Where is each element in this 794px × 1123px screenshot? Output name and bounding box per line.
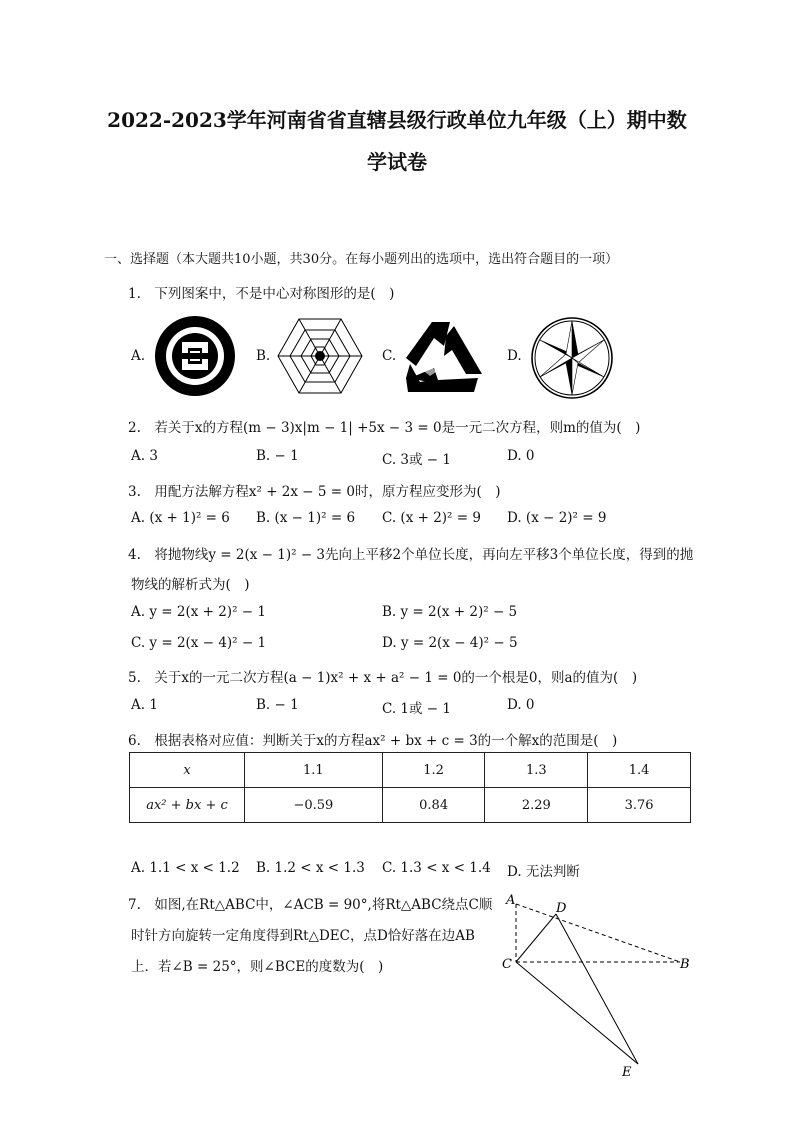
table-cell: x: [130, 753, 245, 788]
q4-option-d: D. y = 2(x − 4)² − 5: [382, 635, 518, 651]
table-cell: 1.1: [245, 753, 383, 788]
point-b-label: B: [680, 957, 690, 972]
table-cell: 1.2: [382, 753, 485, 788]
q1-option-b-label: B.: [256, 348, 271, 364]
point-e-label: E: [622, 1065, 632, 1080]
section-heading: 一、选择题（本大题共10小题，共30分。在每小题列出的选项中，选出符合题目的一项）: [104, 252, 619, 267]
q3-option-c: C. (x + 2)² = 9: [382, 510, 481, 526]
values-table: [129, 752, 691, 823]
point-d-label: D: [556, 901, 567, 916]
q2-option-d: D. 0: [507, 448, 535, 464]
table-row: [130, 753, 691, 788]
question-7-stem: 7. 如图,在Rt△ABC中，∠ACB = 90°,将Rt△ABC绕点C顺: [128, 897, 493, 913]
table-cell: ax² + bx + c: [130, 788, 245, 823]
question-5-stem: 5. 关于x的一元二次方程(a − 1)x² + x + a² − 1 = 0的一个根是0，则a的值为( ): [128, 670, 638, 686]
q3-option-d: D. (x − 2)² = 9: [507, 510, 607, 526]
question-1-stem: 1. 下列图案中，不是中心对称图形的是( ): [128, 286, 395, 302]
q4-option-a: A. y = 2(x + 2)² − 1: [131, 604, 266, 620]
question-4-stem: 4. 将抛物线y = 2(x − 1)² − 3先向上平移2个单位长度，再向左平移3个单位长度，得到的抛: [128, 547, 694, 563]
spider-web-hexagon-icon: [276, 316, 364, 396]
question-2-stem: 2. 若关于x的方程(m − 3)x|m − 1| +5x − 3 = 0是一元二次方程，则m的值为( ): [128, 420, 641, 436]
six-point-star-icon: [530, 316, 614, 400]
q6-option-c: C. 1.3 < x < 1.4: [382, 860, 491, 876]
table-cell: −0.59: [245, 788, 383, 823]
q2-option-a: A. 3: [131, 448, 158, 464]
q5-option-c: C. 1或 − 1: [382, 701, 452, 717]
q1-option-a-label: A.: [131, 348, 146, 364]
rotation-triangle-diagram: [500, 890, 700, 1080]
page-title-line2: 学试卷: [367, 150, 427, 174]
question-7-stem-cont2: 上．若∠B = 25°，则∠BCE的度数为( ): [131, 959, 384, 975]
table-cell: 3.76: [588, 788, 691, 823]
question-6-stem: 6. 根据表格对应值：判断关于x的方程ax² + bx + c = 3的一个解x的范围是( ): [128, 733, 618, 749]
q3-option-b: B. (x − 1)² = 6: [256, 510, 356, 526]
q6-option-a: A. 1.1 < x < 1.2: [131, 860, 240, 876]
question-3-stem: 3. 用配方法解方程x² + 2x − 5 = 0时，原方程应变形为( ): [128, 484, 501, 500]
page-title-line1: 2022-2023学年河南省省直辖县级行政单位九年级（上）期中数: [107, 108, 687, 132]
bank-logo-icon: [150, 314, 240, 398]
q4-option-b: B. y = 2(x + 2)² − 5: [382, 604, 518, 620]
table-cell: 2.29: [485, 788, 588, 823]
table-cell: 1.3: [485, 753, 588, 788]
q1-option-d-label: D.: [507, 348, 522, 364]
table-cell: 1.4: [588, 753, 691, 788]
recycle-triangle-icon: [404, 320, 484, 394]
q6-option-d: D. 无法判断: [507, 864, 580, 880]
q4-option-c: C. y = 2(x − 4)² − 1: [131, 635, 267, 651]
q6-option-b: B. 1.2 < x < 1.3: [256, 860, 365, 876]
q5-option-a: A. 1: [131, 697, 158, 713]
question-4-stem-cont: 物线的解析式为( ): [131, 577, 250, 593]
q2-option-b: B. − 1: [256, 448, 299, 464]
point-a-label: A: [506, 893, 516, 908]
question-7-stem-cont: 时针方向旋转一定角度得到Rt△DEC，点D恰好落在边AB: [131, 928, 475, 944]
q3-option-a: A. (x + 1)² = 6: [131, 510, 230, 526]
q5-option-d: D. 0: [507, 697, 535, 713]
q5-option-b: B. − 1: [256, 697, 299, 713]
table-row: [130, 788, 691, 823]
point-c-label: C: [502, 957, 512, 972]
q1-option-c-label: C.: [382, 348, 397, 364]
q2-option-c: C. 3或 − 1: [382, 452, 452, 468]
table-cell: 0.84: [382, 788, 485, 823]
